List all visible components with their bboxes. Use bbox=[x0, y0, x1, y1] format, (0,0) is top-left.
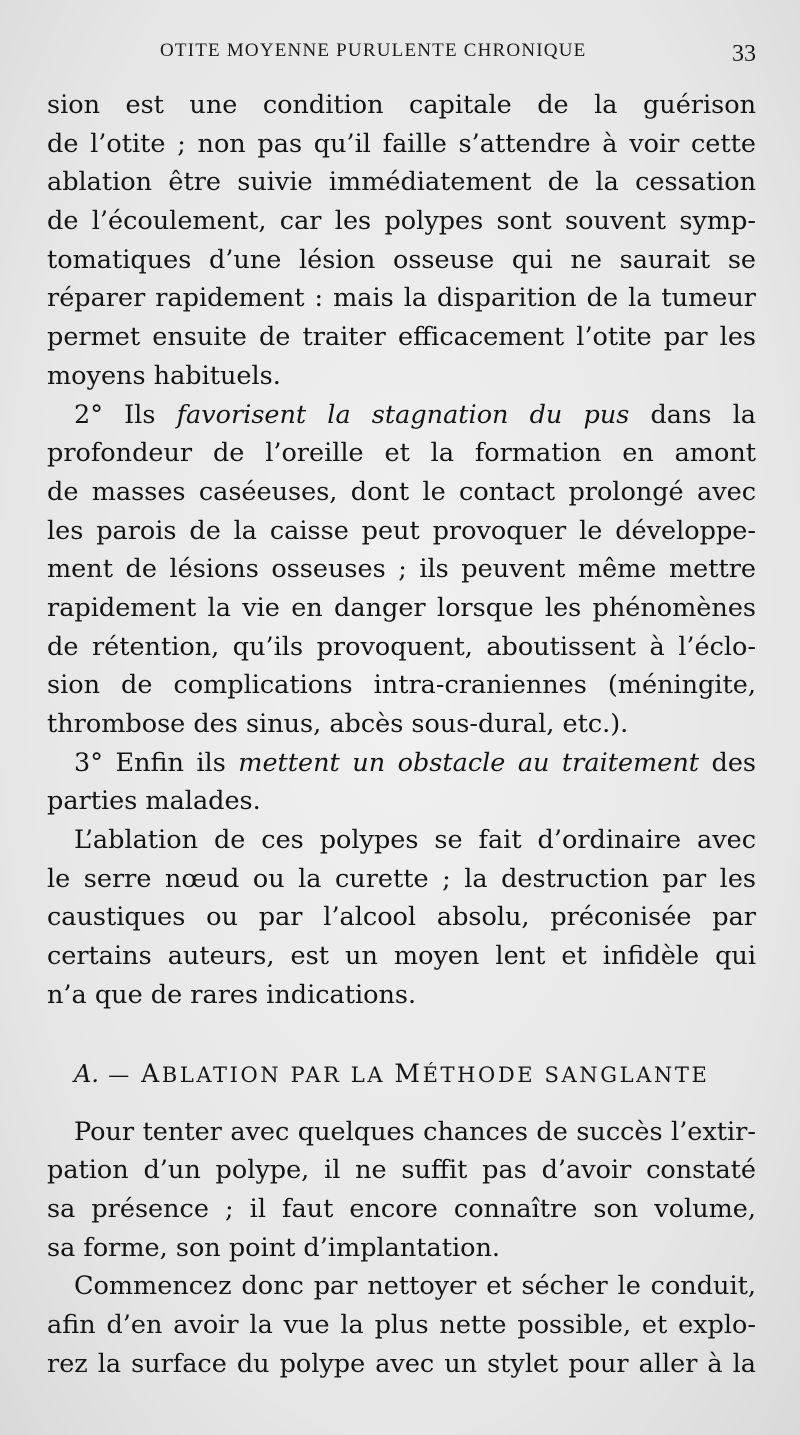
running-header bbox=[0, 40, 800, 72]
text-line: tomatiques d’une lésion osseuse qui ne saurait se bbox=[47, 244, 756, 275]
section-number: A. bbox=[74, 1059, 99, 1088]
text-run: des bbox=[699, 747, 756, 778]
text-line: sa forme, son point d’implantation. bbox=[47, 1232, 501, 1263]
section-initial: M bbox=[394, 1058, 423, 1088]
italic-emphasis: mettent un obstacle au traitement bbox=[238, 747, 700, 778]
italic-emphasis: favorisent la stagnation du pus bbox=[176, 399, 630, 430]
text-run: 2° Ils bbox=[74, 399, 177, 430]
text-line: de l’otite ; non pas qu’il faille s’attendre à voir cette bbox=[47, 128, 756, 159]
section-spacing bbox=[47, 1093, 756, 1113]
text-line: Commencez donc par nettoyer et sécher le conduit, bbox=[74, 1271, 756, 1302]
text-line: ment de lésions osseuses ; ils peuvent même mettre bbox=[47, 554, 756, 585]
text-line: de masses caséeuses, dont le contact prolongé avec bbox=[47, 476, 756, 507]
section-spacing bbox=[47, 1015, 756, 1055]
section-initial: A bbox=[141, 1058, 162, 1088]
body-text bbox=[47, 86, 756, 1383]
text-line: de l’écoulement, car les polypes sont souvent symp- bbox=[47, 206, 756, 237]
page-number: 33 bbox=[732, 41, 756, 67]
text-line: thrombose des sinus, abcès sous-dural, etc.). bbox=[47, 709, 629, 739]
text-line bbox=[47, 396, 756, 435]
text-line: les parois de la caisse peut provoquer le développe- bbox=[47, 515, 756, 546]
text-line: caustiques ou par l’alcool absolu, préconisée par bbox=[47, 902, 756, 933]
text-run: dans la bbox=[629, 399, 756, 430]
text-line: parties malades. bbox=[47, 786, 261, 817]
text-line: pation d’un polype, il ne suffit pas d’avoir constaté bbox=[47, 1155, 756, 1186]
text-line: de rétention, qu’ils provoquent, aboutissent à l’éclo- bbox=[47, 631, 756, 662]
section-heading bbox=[47, 1055, 756, 1093]
text-line bbox=[47, 744, 756, 783]
text-line: n’a que de rares indications. bbox=[47, 979, 417, 1010]
text-line: certains auteurs, est un moyen lent et infidèle qui bbox=[47, 941, 756, 972]
text-line: rez la surface du polype avec un stylet pour aller à la bbox=[47, 1348, 756, 1379]
text-line: afin d’en avoir la vue la plus nette possible, et explo- bbox=[47, 1309, 756, 1340]
text-line: le serre nœud ou la curette ; la destruction par les bbox=[47, 863, 756, 894]
text-line: sion est une condition capitale de la guérison bbox=[47, 90, 756, 120]
text-line: réparer rapidement : mais la disparition de la tumeur bbox=[47, 283, 756, 314]
text-line: sa présence ; il faut encore connaître son volume, bbox=[47, 1193, 756, 1224]
text-line: permet ensuite de traiter efficacement l’otite par les bbox=[47, 322, 756, 353]
text-line: ablation être suivie immédiatement de la cessation bbox=[47, 167, 756, 198]
section-title-part: BLATION PAR LA bbox=[161, 1062, 395, 1087]
text-line: Pour tenter avec quelques chances de succès l’extir- bbox=[74, 1116, 756, 1147]
text-line: rapidement la vie en danger lorsque les phénomènes bbox=[47, 592, 756, 623]
running-title: OTITE MOYENNE PURULENTE CHRONIQUE bbox=[160, 40, 587, 61]
text-run: 3° Enfin ils bbox=[74, 747, 239, 778]
text-line: profondeur de l’oreille et la formation en amont bbox=[47, 438, 756, 469]
text-line: sion de complications intra-craniennes (méningite, bbox=[47, 670, 756, 701]
section-dash: — bbox=[98, 1062, 142, 1087]
section-title-part: ÉTHODE SANGLANTE bbox=[422, 1062, 710, 1087]
text-line: moyens habituels. bbox=[47, 360, 281, 391]
text-line: L’ablation de ces polypes se fait d’ordinaire avec bbox=[74, 825, 756, 856]
